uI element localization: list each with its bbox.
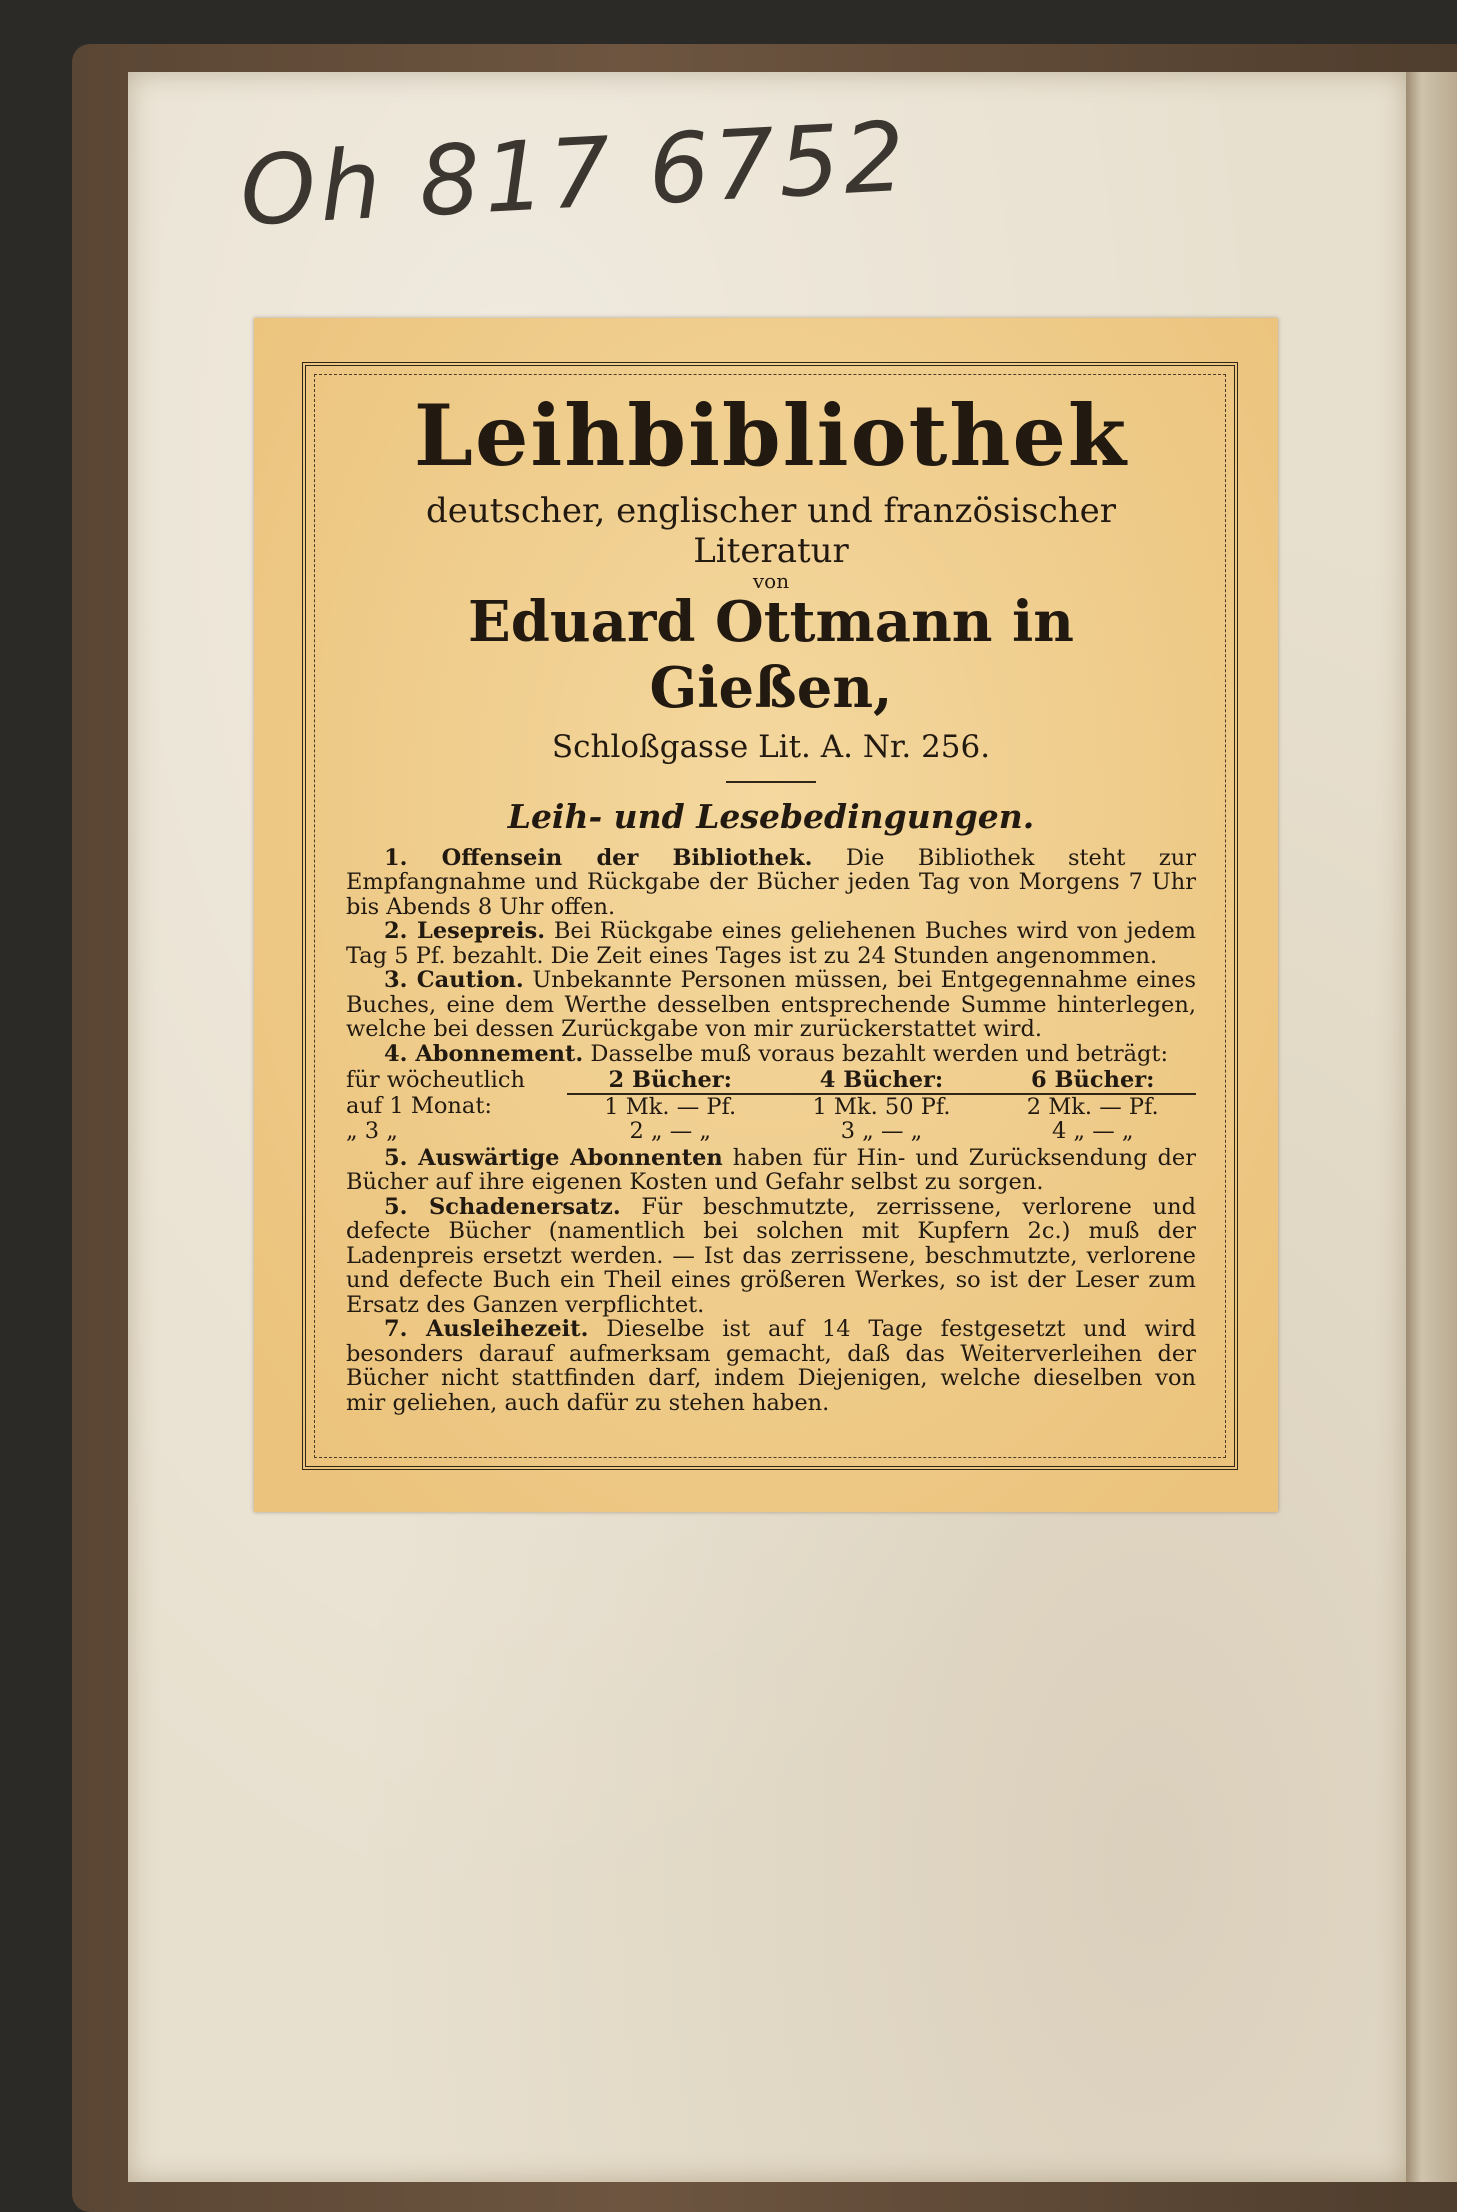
condition-1-title: 1. Offensein der Bibliothek.	[384, 844, 813, 871]
condition-2-title: 2. Lesepreis.	[384, 918, 546, 945]
condition-4-text: Dasselbe muß voraus bezahlt werden und beträgt:	[583, 1040, 1169, 1067]
condition-2-text: Bei Rückgabe eines geliehenen Buches wird von jedem Tag 5 Pf. bezahlt. Die Zeit eines Tages ist zu 24 Stunden angenommen.	[346, 918, 1196, 969]
label-title: Leihbibliothek	[413, 386, 1129, 485]
condition-1	[346, 846, 1196, 920]
conditions-heading: Leih- und Lesebedingungen.	[507, 796, 1035, 836]
price-row	[346, 1119, 1196, 1144]
price-cell: 1 Mk. — Pf.	[604, 1093, 737, 1120]
condition-6-title: 5. Schadenersatz.	[384, 1193, 621, 1220]
price-header: 2 Bücher:	[567, 1068, 773, 1094]
price-header: 4 Bücher:	[773, 1068, 989, 1094]
price-cell: 4 „ — „	[1051, 1118, 1134, 1145]
condition-5	[346, 1146, 1196, 1195]
handwritten-shelfmark: Oh 817 6752	[237, 100, 912, 248]
price-cell: 2 „ — „	[629, 1118, 712, 1145]
condition-3	[346, 968, 1196, 1042]
price-row-label-head: für wöcheutlich	[346, 1067, 525, 1094]
publisher-address: Schloßgasse Lit. A. Nr. 256.	[551, 728, 991, 765]
condition-4	[346, 1042, 1196, 1067]
condition-1-text: Die Bibliothek steht zur Empfangnahme und Rückgabe der Bücher jeden Tag von Morgens 7 Uhr bis Abends 8 Uhr offen.	[346, 844, 1196, 920]
facing-page-edge	[1406, 72, 1457, 2182]
price-table	[346, 1068, 1196, 1144]
divider-rule	[726, 781, 816, 783]
label-subtitle: deutscher, englischer und französischer Literatur	[425, 490, 1117, 571]
publisher-name: Eduard Ottmann in Gießen,	[468, 588, 1074, 721]
label-von: von	[752, 568, 790, 593]
price-row	[346, 1094, 1196, 1120]
price-cell: 1 Mk. 50 Pf.	[812, 1093, 951, 1120]
condition-7	[346, 1317, 1196, 1415]
condition-5-text: haben für Hin- und Zurücksendung der Bücher auf ihre eigenen Kosten und Gefahr selbst zu sorgen.	[346, 1144, 1196, 1196]
condition-6-text: Für beschmutzte, zerrissene, verlorene und defecte Bücher (namentlich bei solchen mit Kupfern 2c.) muß der Ladenpreis ersetzt werden. — Ist das zerrissene, beschmutzte, verlorene und defecte Buch ein Theil eines größeren Werkes, so ist der Leser zum Ersatz des Ganzen verpflichtet.	[346, 1193, 1196, 1318]
library-label	[254, 318, 1278, 1512]
condition-2	[346, 919, 1196, 968]
label-content	[346, 388, 1196, 1415]
price-row-label: auf 1 Monat:	[346, 1092, 492, 1119]
condition-3-text: Unbekannte Personen müssen, bei Entgegennahme eines Buches, eine dem Werthe desselben entsprechende Summe hinterlegen, welche bei dessen Zurückgabe von mir zurückerstattet wird.	[346, 967, 1196, 1043]
price-row-label: „ 3 „	[346, 1118, 398, 1145]
condition-5-title: 5. Auswärtige Abonnenten	[384, 1144, 723, 1171]
conditions-body	[346, 846, 1196, 1416]
price-header: 6 Bücher:	[990, 1068, 1196, 1094]
condition-4-title: 4. Abonnement.	[384, 1040, 584, 1067]
price-table-header	[346, 1068, 1196, 1094]
price-cell: 3 „ — „	[840, 1118, 923, 1145]
condition-3-title: 3. Caution.	[384, 967, 524, 994]
condition-7-title: 7. Ausleihezeit.	[384, 1316, 589, 1343]
condition-6	[346, 1195, 1196, 1318]
price-cell: 2 Mk. — Pf.	[1026, 1093, 1159, 1120]
condition-7-text: Dieselbe ist auf 14 Tage festgesetzt und wird besonders darauf aufmerksam gemacht, daß das Weiterverleihen der Bücher nicht stattfinden darf, indem Diejenigen, welche dieselben von mir geliehen, auch dafür zu stehen haben.	[346, 1316, 1196, 1416]
